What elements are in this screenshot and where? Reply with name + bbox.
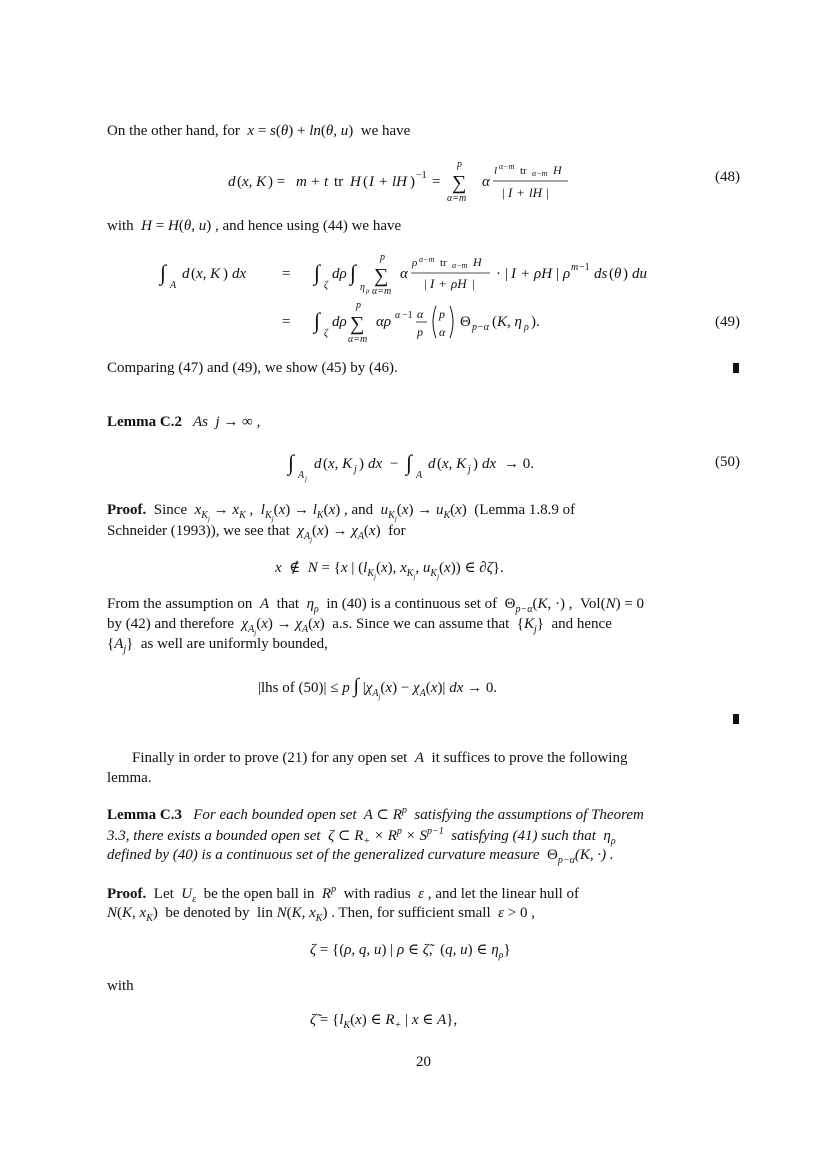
svg-text:j: j [305,475,307,483]
svg-text:ρ: ρ [524,322,529,333]
proof-line: Schneider (1993)), we see that $\chi_{A_j}(x) \to \chi_A(x)$ for [107,523,406,544]
svg-text:p: p [356,300,361,311]
qed-square-icon [733,714,739,724]
equation-49 [160,248,700,348]
svg-text:(: ( [492,314,497,330]
proof-line: N(K, $x_K$) be denoted by lin N(K, $x_K$) . Then, for sufficient small ε > 0 , [107,905,536,924]
proof-equation: ζ̃ = {$l_K(x)$ ∈ $R_+$ | x ∈ A}, [310,1012,458,1031]
svg-text:(: ( [237,174,242,190]
svg-text:(: ( [323,456,328,472]
svg-text:∑: ∑ [350,313,365,335]
svg-text:α: α [417,307,424,321]
text-line: Finally in order to prove (21) for any open set A it suffices to prove the following [132,750,628,766]
svg-text:tr: tr [520,165,527,177]
svg-text:I: I [508,185,513,200]
svg-text:∑: ∑ [452,172,467,194]
text-line: On the other hand, for x = s(θ) + ln(θ, u) we have [107,123,411,139]
svg-text:|: | [556,266,560,282]
svg-text:(: ( [363,174,368,190]
svg-text:H: H [553,163,562,177]
proof-line: Proof. Let $U_\varepsilon$ be the open ball in $R^p$ with radius ε , and let the linear hull of [107,884,580,905]
svg-text:|: | [502,185,505,200]
svg-text:lH: lH [529,185,542,200]
qed-square-icon [733,363,739,373]
svg-text:x, K: x, K [242,174,267,190]
svg-text:p: p [439,307,445,321]
svg-text:∫: ∫ [160,260,167,285]
svg-text:I: I [369,174,374,190]
lemma-title: Lemma C.2 [107,414,182,430]
equation-number-48: (48) [715,169,740,185]
svg-text:d: d [428,456,436,472]
svg-text:ρH: ρH [534,266,553,282]
svg-text:ρH: ρH [451,276,467,291]
svg-text:∫: ∫ [406,450,413,475]
svg-text:∫: ∫ [350,260,357,285]
svg-text:K, η: K, η [497,314,522,330]
svg-text:−1: −1 [416,170,427,181]
svg-text:d: d [228,174,236,190]
svg-text:l: l [494,165,498,177]
page-number: 20 [416,1054,431,1070]
svg-text:(: ( [437,456,442,472]
svg-text:t: t [324,174,329,190]
svg-text:|: | [546,185,549,200]
svg-text:α−m: α−m [419,255,435,264]
svg-text:α−m: α−m [532,169,548,178]
text-line: lemma. [107,770,152,786]
svg-text:dx: dx [368,456,383,472]
svg-text:x, K: x, K [328,456,353,472]
svg-text:(: ( [191,266,196,282]
svg-text:α: α [439,325,446,339]
svg-text:ρ: ρ [366,287,370,295]
equation-48 [228,155,628,203]
svg-text:αρ: αρ [376,314,392,330]
svg-text:+: + [521,266,530,282]
lemma-c3-line: 3.3, there exists a bounded open set ζ ⊂ $R_+ \times R^p \times S^{p-1}$ satisfying (41) such that $\eta_\rho$ [107,826,616,847]
svg-text:H: H [350,174,361,190]
svg-text:tr: tr [334,174,344,190]
svg-text:I: I [430,276,435,291]
svg-text:H: H [473,255,482,269]
svg-text:ρ: ρ [563,266,571,282]
svg-text:|: | [472,276,475,291]
svg-text:−1: −1 [402,310,413,321]
svg-text:).: ). [531,314,540,330]
svg-text:=: = [432,174,441,190]
svg-text:du: du [632,266,647,282]
svg-text:dρ: dρ [332,266,347,282]
svg-text:η: η [360,282,365,293]
svg-text:α: α [400,266,408,282]
lemma-c3-line: defined by (40) is a continuous set of the generalized curvature measure $\Theta_{p-\alpha}(K$, ·) . [107,847,614,866]
lemma-c2-statement: Lemma C.2 As j → ∞ , [107,414,261,430]
text-line: with [107,978,134,994]
svg-text:dx: dx [482,456,497,472]
svg-text:I: I [511,266,516,282]
svg-text:|: | [505,266,509,282]
svg-text:ds: ds [594,266,608,282]
svg-text:=: = [282,266,291,282]
svg-text:ζ: ζ [324,328,329,339]
proof-line: From the assumption on A that $\eta_\rho$ in (40) is a continuous set of $\Theta_{p-\alpha}(K$, ·) , Vol(N) = 0 [107,596,645,615]
proof-equation: |lhs of (50)| ≤ p ∫ $|\chi_{A_j}(x) - \chi_A(x)|$ dx → 0. [258,675,498,701]
text-line: Comparing (47) and (49), we show (45) by (46). [107,360,398,376]
svg-text:m: m [571,262,579,273]
svg-text:): ) [223,266,228,282]
proof-equation: ζ = {(ρ, q, u) | ρ ∈ ζ̃, (q, u) ∈ $\eta_\rho$} [310,942,511,961]
svg-text:lH: lH [392,174,407,190]
svg-text:∫: ∫ [288,450,295,475]
svg-text:p: p [417,325,423,339]
svg-text:−1: −1 [579,262,590,273]
svg-text:): ) [359,456,364,472]
svg-text:α=m: α=m [447,193,467,204]
equation-number-50: (50) [715,454,740,470]
svg-text:+: + [517,185,525,200]
svg-text:): ) [410,174,415,190]
svg-text:α−m: α−m [499,162,515,171]
svg-text:p: p [457,159,462,170]
svg-text:α: α [395,310,401,321]
lemma-c3-statement: Lemma C.3 For each bounded open set A ⊂ $R^p$ satisfying the assumptions of Theorem [107,805,644,823]
svg-text:∑: ∑ [374,265,389,287]
svg-text:A: A [416,470,423,481]
svg-text:α: α [482,174,490,190]
svg-text:): ) [623,266,628,282]
svg-text:+: + [439,276,447,291]
svg-text:p−α: p−α [472,322,489,333]
svg-text:A: A [298,470,305,481]
svg-text:tr: tr [440,257,447,269]
svg-text:Θ: Θ [460,314,471,330]
svg-text:α=m: α=m [372,286,392,297]
svg-text:∫: ∫ [314,308,321,333]
svg-text:d: d [314,456,322,472]
svg-text:∫: ∫ [314,260,321,285]
svg-text:α=m: α=m [348,334,368,345]
svg-text:→ 0.: → 0. [504,456,534,472]
svg-text:dx: dx [232,266,247,282]
svg-text:=: = [282,314,291,330]
svg-text:ρ: ρ [412,257,418,269]
svg-text:θ: θ [614,266,622,282]
svg-text:j: j [354,464,357,475]
proof-line: Proof. Since $x_{K_j} \to x_K$ , $l_{K_j}(x) \to l_K(x)$ , and $u_{K_j}(x) \to u_K(x)$ (Lemma 1.8.9 of [107,502,576,523]
proof-line: by (42) and therefore $\chi_{A_j}(x) \to \chi_A(x)$ a.s. Since we can assume that $\{K_j\}$ and hence [107,616,612,637]
svg-text:α−m: α−m [452,261,468,270]
svg-text:dρ: dρ [332,314,347,330]
svg-text:j: j [468,464,471,475]
svg-text:+: + [379,174,388,190]
svg-text:) =: ) = [268,174,286,190]
svg-text:x, K: x, K [196,266,221,282]
svg-text:x, K: x, K [442,456,467,472]
svg-text:(: ( [609,266,614,282]
proof-line: $\{A_j\}$ as well are uniformly bounded, [107,636,328,655]
svg-text:): ) [473,456,478,472]
svg-text:p: p [380,252,385,263]
svg-text:−: − [390,456,399,472]
text-line: with H = H(θ, u) , and hence using (44) we have [107,218,402,234]
svg-text:·: · [496,266,501,282]
svg-text:A: A [170,280,177,291]
svg-text:|: | [424,276,427,291]
svg-text:m: m [296,174,307,190]
proof-equation: x ∉ N = {x | ($l_{K_j}(x)$, $x_{K_j}$, $u_{K_j}(x)$) ∈ ∂ζ}. [275,560,504,581]
svg-text:ζ: ζ [324,280,329,291]
equation-number-49: (49) [715,314,740,330]
svg-text:d: d [182,266,190,282]
svg-text:+: + [311,174,320,190]
equation-50 [288,444,588,488]
